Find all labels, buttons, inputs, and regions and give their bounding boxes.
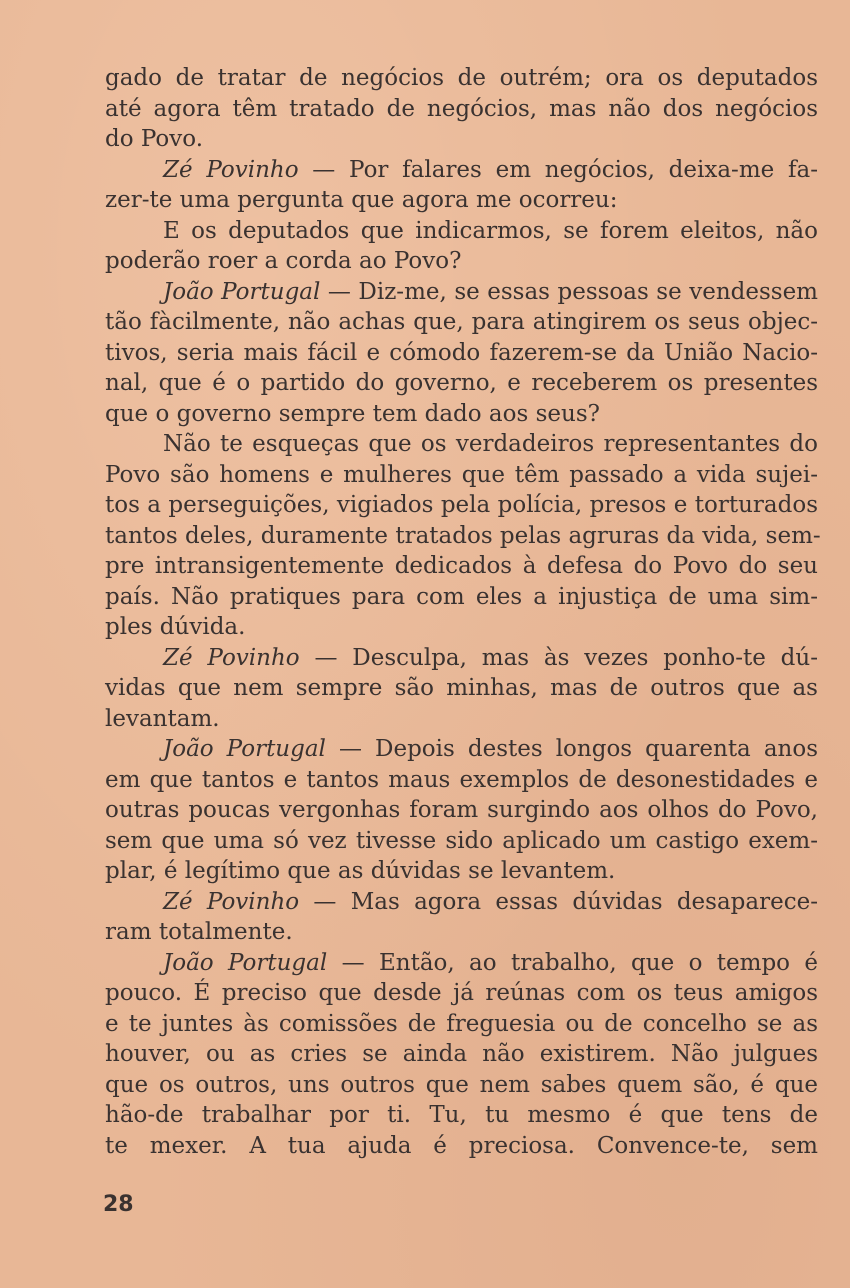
line-text: nal, que é o partido do governo, e receberem os presentes xyxy=(105,370,818,396)
text-line xyxy=(105,216,818,247)
line-text: vidas que nem sempre são minhas, mas de outros que as xyxy=(105,675,818,701)
text-line xyxy=(105,856,818,887)
line-text: até agora têm tratado de negócios, mas não dos negócios xyxy=(105,95,818,122)
line-text: hão-de trabalhar por ti. Tu, tu mesmo é que tens de xyxy=(105,1102,818,1128)
line-text: tos a perseguições, vigiados pela polícia, presos e torturados xyxy=(105,492,818,518)
text-line xyxy=(105,94,818,125)
line-text: em que tantos e tantos maus exemplos de desonestidades e xyxy=(105,766,818,793)
text-line xyxy=(105,1131,818,1162)
page-number: 28 xyxy=(103,1192,134,1217)
text-line xyxy=(105,460,818,491)
line-text: outras poucas vergonhas foram surgindo aos olhos do Povo, xyxy=(105,797,818,823)
line-text: sem que uma só vez tivesse sido aplicado um castigo exem- xyxy=(105,827,818,854)
line-text: do Povo. xyxy=(105,126,204,152)
speaker-name: João Portugal xyxy=(163,949,328,976)
line-text: — Diz-me, se essas pessoas se vendessem xyxy=(320,278,818,305)
text-line xyxy=(105,1039,818,1070)
text-line xyxy=(105,63,818,94)
text-line xyxy=(105,277,818,308)
line-text: tivos, seria mais fácil e cómodo fazerem-se da União Nacio- xyxy=(105,339,818,366)
text-line xyxy=(105,765,818,796)
line-text: Não te esqueças que os verdadeiros representantes do xyxy=(163,431,818,457)
text-line xyxy=(105,917,818,948)
text-line xyxy=(105,673,818,704)
text-line xyxy=(105,582,818,613)
text-line xyxy=(105,124,818,155)
line-text: — Por falares em negócios, deixa-me fa- xyxy=(298,156,818,183)
line-text: tantos deles, duramente tratados pelas agruras da vida, sem- xyxy=(105,522,821,549)
line-text: pouco. É preciso que desde já reúnas com os teus amigos xyxy=(105,980,818,1006)
text-line xyxy=(105,551,818,582)
text-line xyxy=(105,978,818,1009)
text-line xyxy=(105,734,818,765)
text-line xyxy=(105,368,818,399)
line-text: — Mas agora essas dúvidas desaparece- xyxy=(299,888,818,915)
line-text: ram totalmente. xyxy=(105,919,293,945)
text-line xyxy=(105,612,818,643)
speaker-name: Zé Povinho xyxy=(163,644,300,671)
line-text: levantam. xyxy=(105,705,220,732)
line-text: — Então, ao trabalho, que o tempo é xyxy=(327,949,818,976)
line-text: gado de tratar de negócios de outrém; ora os deputados xyxy=(105,65,818,91)
speaker-name: João Portugal xyxy=(163,736,326,762)
text-line xyxy=(105,185,818,216)
text-line xyxy=(105,429,818,460)
text-line xyxy=(105,246,818,277)
line-text: houver, ou as cries se ainda não existirem. Não julgues xyxy=(105,1041,818,1067)
line-text: tão fàcilmente, não achas que, para atingirem os seus objec- xyxy=(105,309,818,335)
speaker-name: Zé Povinho xyxy=(163,156,299,183)
text-line xyxy=(105,338,818,369)
text-line xyxy=(105,1100,818,1131)
line-text: te mexer. A tua ajuda é preciosa. Convence-te, sem xyxy=(105,1132,818,1159)
line-text: plar, é legítimo que as dúvidas se levantem. xyxy=(105,858,616,884)
text-line xyxy=(105,1009,818,1040)
line-text: E os deputados que indicarmos, se forem eleitos, não xyxy=(163,217,818,244)
line-text: Povo são homens e mulheres que têm passado a vida sujei- xyxy=(105,461,818,488)
speaker-name: Zé Povinho xyxy=(163,888,300,915)
text-line xyxy=(105,795,818,826)
text-line xyxy=(105,490,818,521)
text-line xyxy=(105,307,818,338)
line-text: que o governo sempre tem dado aos seus? xyxy=(105,400,600,427)
line-text: — Depois destes longos quarenta anos xyxy=(325,736,818,762)
text-line xyxy=(105,948,818,979)
body-text xyxy=(105,63,821,1161)
line-text: país. Não pratiques para com eles a injustiça de uma sim- xyxy=(105,583,818,610)
line-text: — Desculpa, mas às vezes ponho-te dú- xyxy=(299,644,818,671)
text-line xyxy=(105,643,818,674)
line-text: ples dúvida. xyxy=(105,614,246,640)
text-line xyxy=(105,887,818,918)
text-line xyxy=(105,155,818,186)
line-text: poderão roer a corda ao Povo? xyxy=(105,248,462,274)
text-line xyxy=(105,521,821,552)
line-text: e te juntes às comissões de freguesia ou de concelho se as xyxy=(105,1010,818,1037)
speaker-name: João Portugal xyxy=(163,278,321,305)
text-line xyxy=(105,826,818,857)
text-line xyxy=(105,1070,818,1101)
line-text: zer-te uma pergunta que agora me ocorreu: xyxy=(105,187,618,213)
text-line xyxy=(105,704,818,735)
line-text: que os outros, uns outros que nem sabes quem são, é que xyxy=(105,1071,818,1098)
line-text: pre intransigentemente dedicados à defesa do Povo do seu xyxy=(105,553,818,579)
text-line xyxy=(105,399,818,430)
